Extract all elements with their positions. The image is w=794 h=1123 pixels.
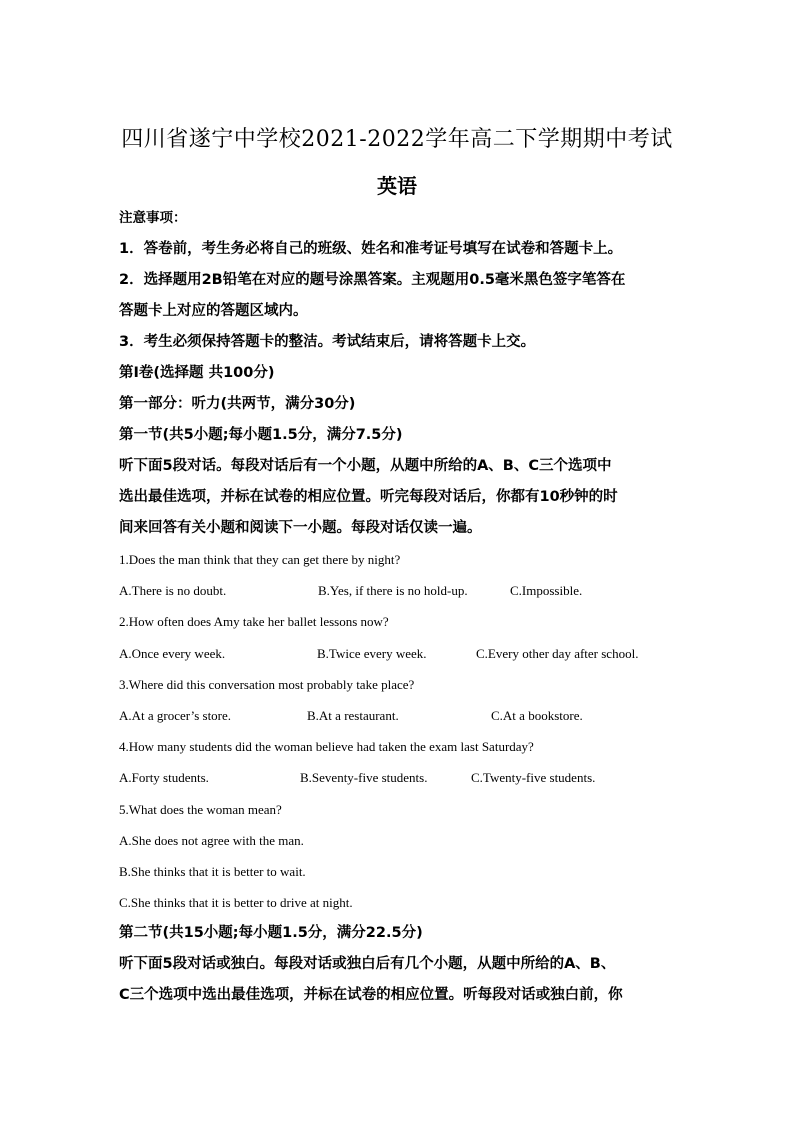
- option-c: C.Every other day after school.: [476, 645, 639, 661]
- question-stem: 1.Does the man think that they can get there by night?: [119, 552, 401, 567]
- exam-subject: 英语: [377, 174, 417, 198]
- question-stem: 2.How often does Amy take her ballet lessons now?: [119, 614, 389, 630]
- question-options: [119, 762, 679, 793]
- notice-heading: 注意事项：: [119, 210, 187, 226]
- notice-item: 3．考生必须保持答题卡的整洁。考试结束后，请将答题卡上交。: [119, 334, 536, 350]
- option-c: C.She thinks that it is better to drive at night.: [119, 895, 353, 911]
- option-a: A.Forty students.: [119, 770, 209, 786]
- notice-item: 2．选择题用2B铅笔在对应的题号涂黑答案。主观题用0.5毫米黑色签字笔答在: [119, 272, 626, 288]
- option-a: A.There is no doubt.: [119, 583, 227, 599]
- question-options: [119, 700, 679, 731]
- option-b: B.Seventy-five students.: [300, 770, 428, 786]
- option-c: C.Impossible.: [510, 583, 583, 599]
- exam-title: 四川省遂宁中学校2021-2022学年高二下学期期中考试: [121, 127, 673, 152]
- section1-heading: 第一节(共5小题;每小题1.5分，满分7.5分): [119, 427, 403, 443]
- section1-instruction: 听下面5段对话。每段对话后有一个小题，从题中所给的A、B、C三个选项中: [119, 458, 612, 474]
- section-listening-heading: 第一部分：听力(共两节，满分30分): [119, 396, 356, 412]
- question-stem: 4.How many students did the woman believe had taken the exam last Saturday?: [119, 739, 534, 755]
- option-a: A.At a grocer’s store.: [119, 707, 232, 723]
- notice-item: 1．答卷前，考生务必将自己的班级、姓名和准考证号填写在试卷和答题卡上。: [119, 241, 623, 257]
- section2-heading: 第二节(共15小题;每小题1.5分，满分22.5分): [119, 925, 423, 942]
- section1-instruction: 间来回答有关小题和阅读下一小题。每段对话仅读一遍。: [119, 520, 482, 536]
- question-options: [119, 575, 679, 606]
- option-b: B.Yes, if there is no hold-up.: [318, 583, 468, 599]
- option-b: B.Twice every week.: [317, 645, 427, 661]
- option-b: B.She thinks that it is better to wait.: [119, 863, 306, 879]
- option-b: B.At a restaurant.: [307, 707, 399, 723]
- question-options: [119, 638, 679, 669]
- option-a: A.She does not agree with the man.: [119, 832, 304, 848]
- option-a: A.Once every week.: [119, 645, 226, 661]
- section2-instruction: C三个选项中选出最佳选项，并标在试卷的相应位置。听每段对话或独白前，你: [119, 987, 623, 1004]
- option-c: C.At a bookstore.: [491, 707, 583, 723]
- notice-item: 答题卡上对应的答题区域内。: [119, 303, 308, 319]
- question-stem: 3.Where did this conversation most probably take place?: [119, 676, 415, 692]
- section1-instruction: 选出最佳选项，并标在试卷的相应位置。听完每段对话后，你都有10秒钟的时: [119, 489, 618, 505]
- part1-heading: 第I卷(选择题 共100分): [119, 365, 275, 381]
- question-stem: 5.What does the woman mean?: [119, 801, 282, 817]
- exam-content: [119, 203, 679, 1011]
- option-c: C.Twenty-five students.: [471, 770, 596, 786]
- section2-instruction: 听下面5段对话或独白。每段对话或独白后有几个小题，从题中所给的A、B、: [119, 956, 616, 973]
